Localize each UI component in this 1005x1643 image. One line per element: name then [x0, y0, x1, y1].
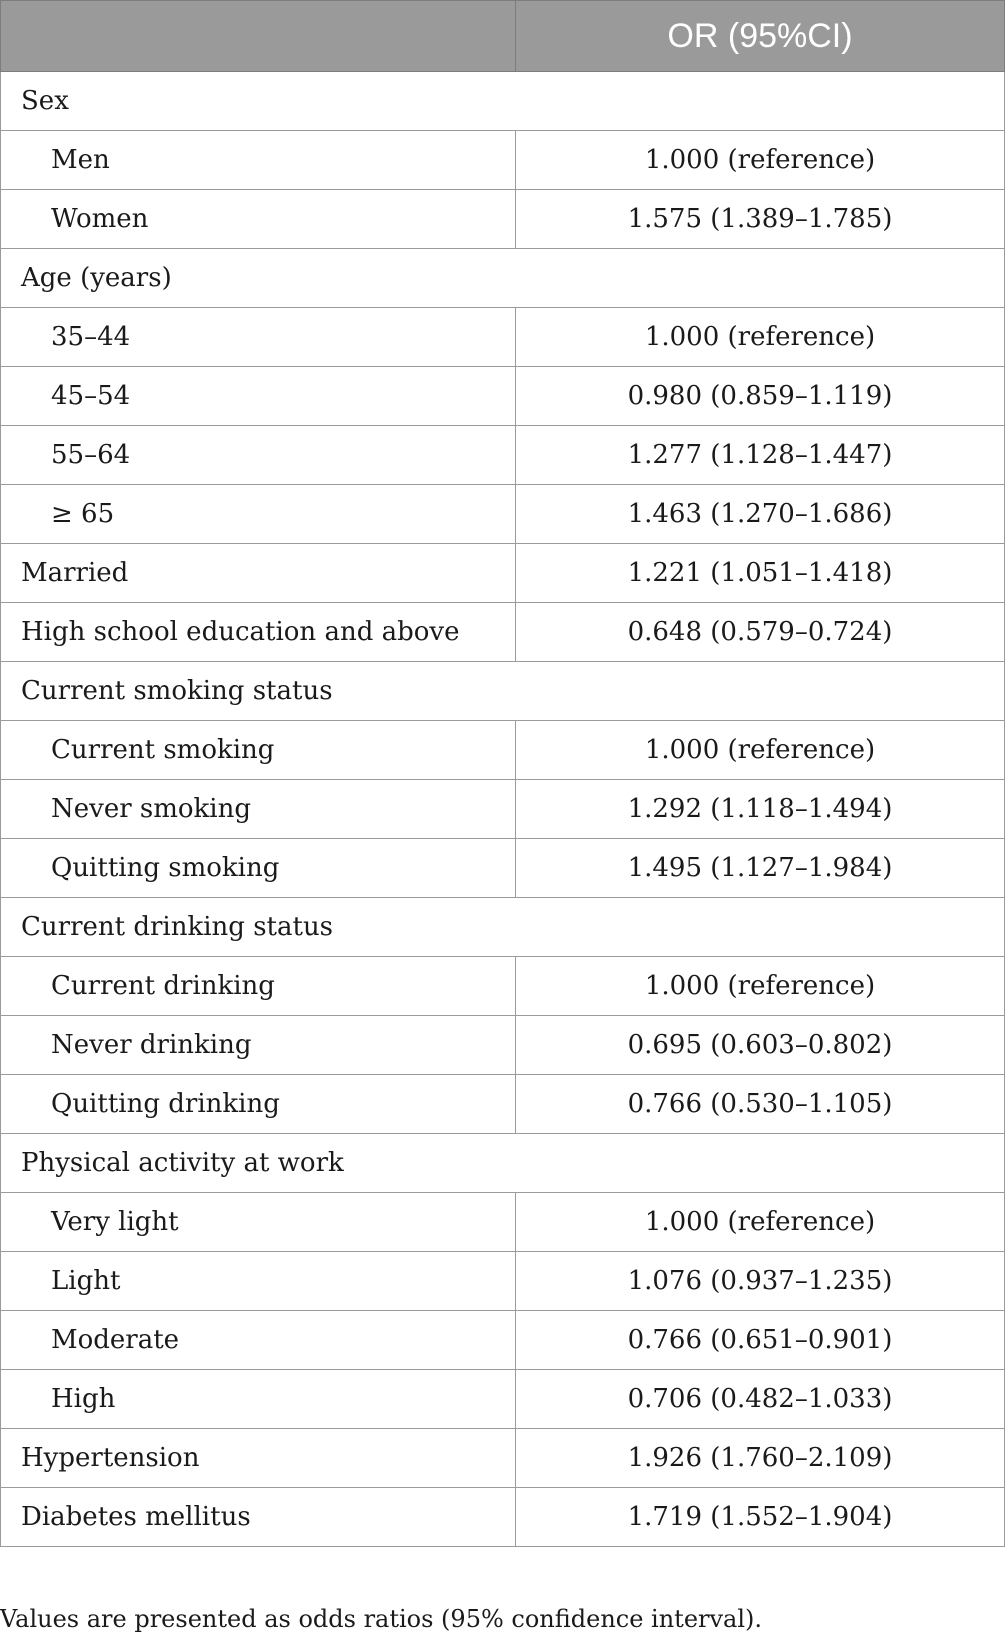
row-value-cell: 1.277 (1.128–1.447)	[516, 426, 1005, 485]
row-value-cell: 0.706 (0.482–1.033)	[516, 1370, 1005, 1429]
row-value-cell: 0.980 (0.859–1.119)	[516, 367, 1005, 426]
row-label-cell: Current smoking status	[1, 662, 516, 721]
row-value-cell: 1.463 (1.270–1.686)	[516, 485, 1005, 544]
table-row	[1, 662, 1005, 721]
table-header-row	[1, 1, 1005, 72]
row-value-cell: 1.495 (1.127–1.984)	[516, 839, 1005, 898]
row-label-cell: Men	[1, 131, 516, 190]
row-value-cell: 0.766 (0.651–0.901)	[516, 1311, 1005, 1370]
row-label-cell: Current drinking status	[1, 898, 516, 957]
row-label-cell: Never smoking	[1, 780, 516, 839]
table-row	[1, 485, 1005, 544]
table-body	[1, 72, 1005, 1547]
row-label-cell: 45–54	[1, 367, 516, 426]
table-row	[1, 131, 1005, 190]
row-label-cell: Moderate	[1, 1311, 516, 1370]
row-value-cell	[516, 72, 1005, 131]
row-label-cell: Never drinking	[1, 1016, 516, 1075]
row-value-cell: 0.648 (0.579–0.724)	[516, 603, 1005, 662]
row-label-cell: Quitting smoking	[1, 839, 516, 898]
table-row	[1, 1252, 1005, 1311]
table-row	[1, 1311, 1005, 1370]
row-value-cell: 0.695 (0.603–0.802)	[516, 1016, 1005, 1075]
table-row	[1, 1016, 1005, 1075]
row-label-cell: Current smoking	[1, 721, 516, 780]
table-row	[1, 72, 1005, 131]
row-value-cell: 1.926 (1.760–2.109)	[516, 1429, 1005, 1488]
row-label-cell: Light	[1, 1252, 516, 1311]
table-row	[1, 1134, 1005, 1193]
row-value-cell: 1.076 (0.937–1.235)	[516, 1252, 1005, 1311]
row-value-cell: 1.000 (reference)	[516, 1193, 1005, 1252]
table-row	[1, 544, 1005, 603]
table-row	[1, 1488, 1005, 1547]
table-row	[1, 898, 1005, 957]
table-row	[1, 1193, 1005, 1252]
table-row	[1, 1429, 1005, 1488]
table-row	[1, 603, 1005, 662]
row-label-cell: Age (years)	[1, 249, 516, 308]
row-value-cell: 1.000 (reference)	[516, 131, 1005, 190]
row-label-cell: Sex	[1, 72, 516, 131]
row-value-cell	[516, 898, 1005, 957]
row-label-cell: 35–44	[1, 308, 516, 367]
table-row	[1, 308, 1005, 367]
row-value-cell: 1.000 (reference)	[516, 308, 1005, 367]
table-row	[1, 721, 1005, 780]
row-value-cell: 1.719 (1.552–1.904)	[516, 1488, 1005, 1547]
row-value-cell: 1.000 (reference)	[516, 721, 1005, 780]
table-row	[1, 426, 1005, 485]
row-label-cell: 55–64	[1, 426, 516, 485]
row-label-cell: Physical activity at work	[1, 1134, 516, 1193]
row-label-cell: Very light	[1, 1193, 516, 1252]
row-label-cell: High school education and above	[1, 603, 516, 662]
row-label-cell: Quitting drinking	[1, 1075, 516, 1134]
row-value-cell	[516, 1134, 1005, 1193]
row-value-cell: 1.575 (1.389–1.785)	[516, 190, 1005, 249]
table-row	[1, 190, 1005, 249]
row-value-cell: 1.000 (reference)	[516, 957, 1005, 1016]
table-row	[1, 367, 1005, 426]
row-label-cell: Married	[1, 544, 516, 603]
table-row	[1, 249, 1005, 308]
table-row	[1, 1370, 1005, 1429]
header-variable-cell	[1, 1, 516, 72]
row-label-cell: Diabetes mellitus	[1, 1488, 516, 1547]
table-row	[1, 780, 1005, 839]
row-label-cell: ≥ 65	[1, 485, 516, 544]
table-footnote: Values are presented as odds ratios (95% confidence interval).	[0, 1605, 763, 1633]
row-value-cell: 0.766 (0.530–1.105)	[516, 1075, 1005, 1134]
table-row	[1, 839, 1005, 898]
table-row	[1, 957, 1005, 1016]
row-value-cell	[516, 662, 1005, 721]
row-label-cell: Women	[1, 190, 516, 249]
row-value-cell	[516, 249, 1005, 308]
table-row	[1, 1075, 1005, 1134]
row-value-cell: 1.292 (1.118–1.494)	[516, 780, 1005, 839]
row-label-cell: High	[1, 1370, 516, 1429]
row-value-cell: 1.221 (1.051–1.418)	[516, 544, 1005, 603]
row-label-cell: Current drinking	[1, 957, 516, 1016]
header-or-ci-cell: OR (95%CI)	[516, 1, 1005, 72]
row-label-cell: Hypertension	[1, 1429, 516, 1488]
